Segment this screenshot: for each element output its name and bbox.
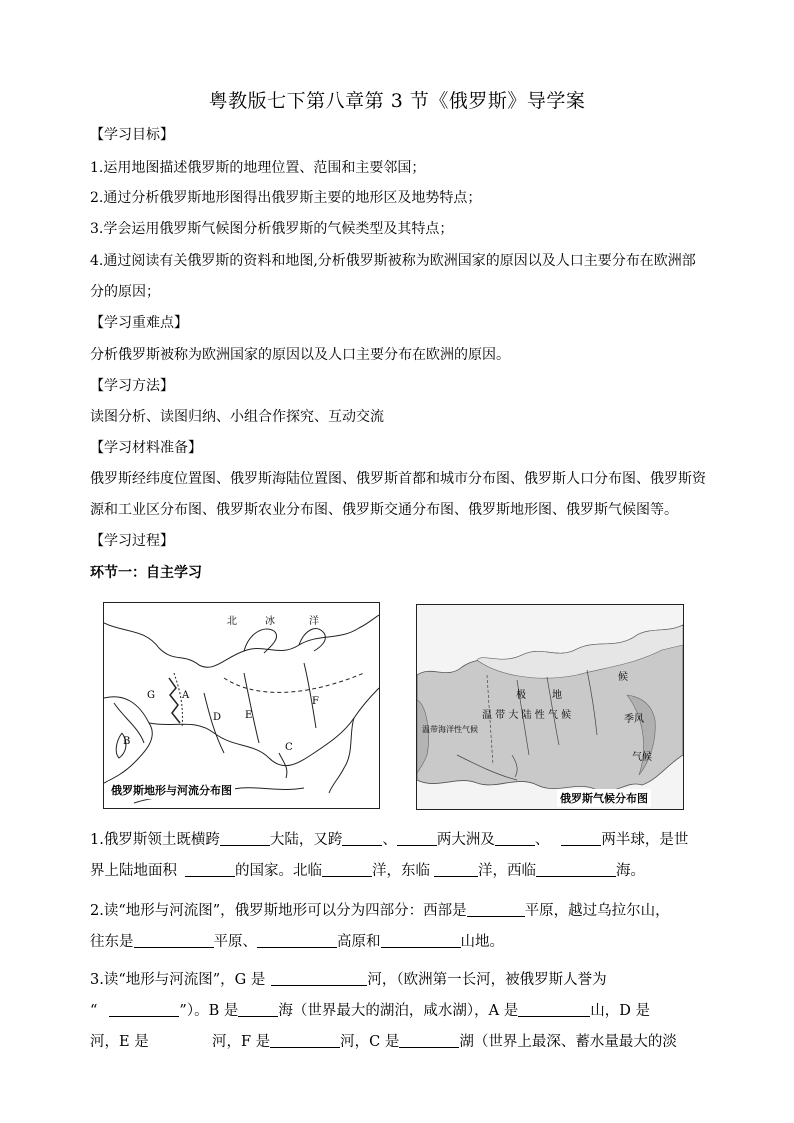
terrain-map-caption: 俄罗斯地形与河流分布图 (108, 781, 235, 799)
blank-q1-continent[interactable] (220, 831, 270, 846)
objective-1: 1.运用地图描述俄罗斯的地理位置、范围和主要邻国； (90, 160, 426, 176)
blank-q3-f[interactable] (270, 1033, 340, 1048)
materials-heading: 【学习材料准备】 (90, 440, 202, 456)
blank-q2-west-plain[interactable] (467, 902, 525, 917)
map-letter-g: G (147, 690, 155, 701)
question-2-line-2: 往东是 平原、 高原和 山地。 (90, 934, 504, 950)
ocean-label-sea: 洋 (309, 616, 319, 627)
zone-mixed: 气候 (632, 752, 652, 763)
objective-4-cont: 分的原因； (90, 284, 160, 300)
page-title: 粤教版七下第八章第 3 节《俄罗斯》导学案 (208, 90, 586, 112)
zone-monsoon: 季风 (624, 714, 644, 725)
question-1-line-2: 界上陆地面积 的国家。北临 洋，东临 洋，西临 海。 (90, 863, 645, 879)
keypoints-text: 分析俄罗斯被称为欧洲国家的原因以及人口主要分布在欧洲的原因。 (90, 347, 510, 363)
objective-3: 3.学会运用俄罗斯气候图分析俄罗斯的气候类型及其特点； (90, 221, 454, 237)
methods-heading: 【学习方法】 (90, 378, 174, 394)
terrain-river-map-graphic (104, 603, 379, 808)
question-1-line-1: 1.俄罗斯领土既横跨 大陆，又跨 、 两大洲及 、 两半球，是世 (90, 832, 689, 848)
blank-q3-b[interactable] (238, 1002, 278, 1017)
blank-q2-mountains[interactable] (381, 933, 461, 948)
blank-q1-continent-1[interactable] (342, 831, 382, 846)
question-2-line-1: 2.读“地形与河流图”，俄罗斯地形可以分为四部分：西部是 平原，越过乌拉尔山， (90, 903, 670, 919)
blank-q1-hemisphere-1[interactable] (495, 831, 535, 846)
terrain-river-map (103, 602, 380, 809)
zone-continental: 温 带 大 陆 性 气 候 (482, 710, 572, 721)
objective-4: 4.通过阅读有关俄罗斯的资料和地图,分析俄罗斯被称为欧洲国家的原因以及人口主要分布在欧洲部 (90, 253, 696, 269)
blank-q3-a[interactable] (518, 1002, 590, 1017)
climate-map-caption: 俄罗斯气候分布图 (557, 789, 651, 807)
map-letter-a: A (182, 690, 190, 701)
ocean-label-ice: 冰 (265, 616, 275, 627)
blank-q3-c[interactable] (399, 1033, 459, 1048)
zone-marine: 温带海洋性气候 (422, 725, 478, 734)
climate-map (416, 604, 684, 810)
map-letter-b: B (123, 736, 131, 747)
ocean-label-north: 北 (227, 616, 237, 627)
blank-q2-plateau[interactable] (257, 933, 337, 948)
blank-q1-continent-2[interactable] (397, 831, 437, 846)
materials-line-1: 俄罗斯经纬度位置图、俄罗斯海陆位置图、俄罗斯首都和城市分布图、俄罗斯人口分布图、俄罗斯资 (90, 471, 706, 487)
blank-q2-plain[interactable] (134, 933, 214, 948)
step-1-heading: 环节一：自主学习 (90, 565, 202, 581)
methods-text: 读图分析、读图归纳、小组合作探究、互动交流 (90, 409, 384, 425)
materials-line-2: 源和工业区分布图、俄罗斯农业分布图、俄罗斯交通分布图、俄罗斯地形图、俄罗斯气候图等。 (90, 502, 678, 518)
blank-q3-g[interactable] (271, 971, 367, 986)
blank-q1-west[interactable] (536, 862, 616, 877)
blank-q1-area[interactable] (185, 862, 235, 877)
zone-arctic-3: 候 (618, 672, 628, 683)
zone-arctic-2: 地 (552, 690, 562, 701)
map-letter-e: E (245, 710, 253, 721)
blank-q1-hemisphere-2[interactable] (561, 831, 601, 846)
map-letter-c: C (285, 742, 293, 753)
objectives-heading: 【学习目标】 (90, 127, 174, 143)
blank-q1-north[interactable] (322, 862, 372, 877)
map-letter-f: F (312, 696, 319, 707)
process-heading: 【学习过程】 (90, 533, 174, 549)
question-3-line-3: 河，E 是 河，F 是 河，C 是 湖（世界上最深、蓄水量最大的淡 (90, 1034, 677, 1050)
blank-q1-east[interactable] (434, 862, 478, 877)
question-3-line-1: 3.读“地形与河流图”，G 是 河，（欧洲第一长河，被俄罗斯人誉为 (90, 972, 607, 988)
question-3-line-2: “ ”）。B 是 海（世界最大的湖泊，咸水湖），A 是 山，D 是 (90, 1003, 650, 1019)
zone-arctic-1: 极 (516, 690, 526, 701)
keypoints-heading: 【学习重难点】 (90, 315, 188, 331)
objective-2: 2.通过分析俄罗斯地形图得出俄罗斯主要的地形区及地势特点； (90, 190, 482, 206)
map-letter-d: D (213, 712, 222, 723)
blank-q3-nickname[interactable] (109, 1002, 179, 1017)
